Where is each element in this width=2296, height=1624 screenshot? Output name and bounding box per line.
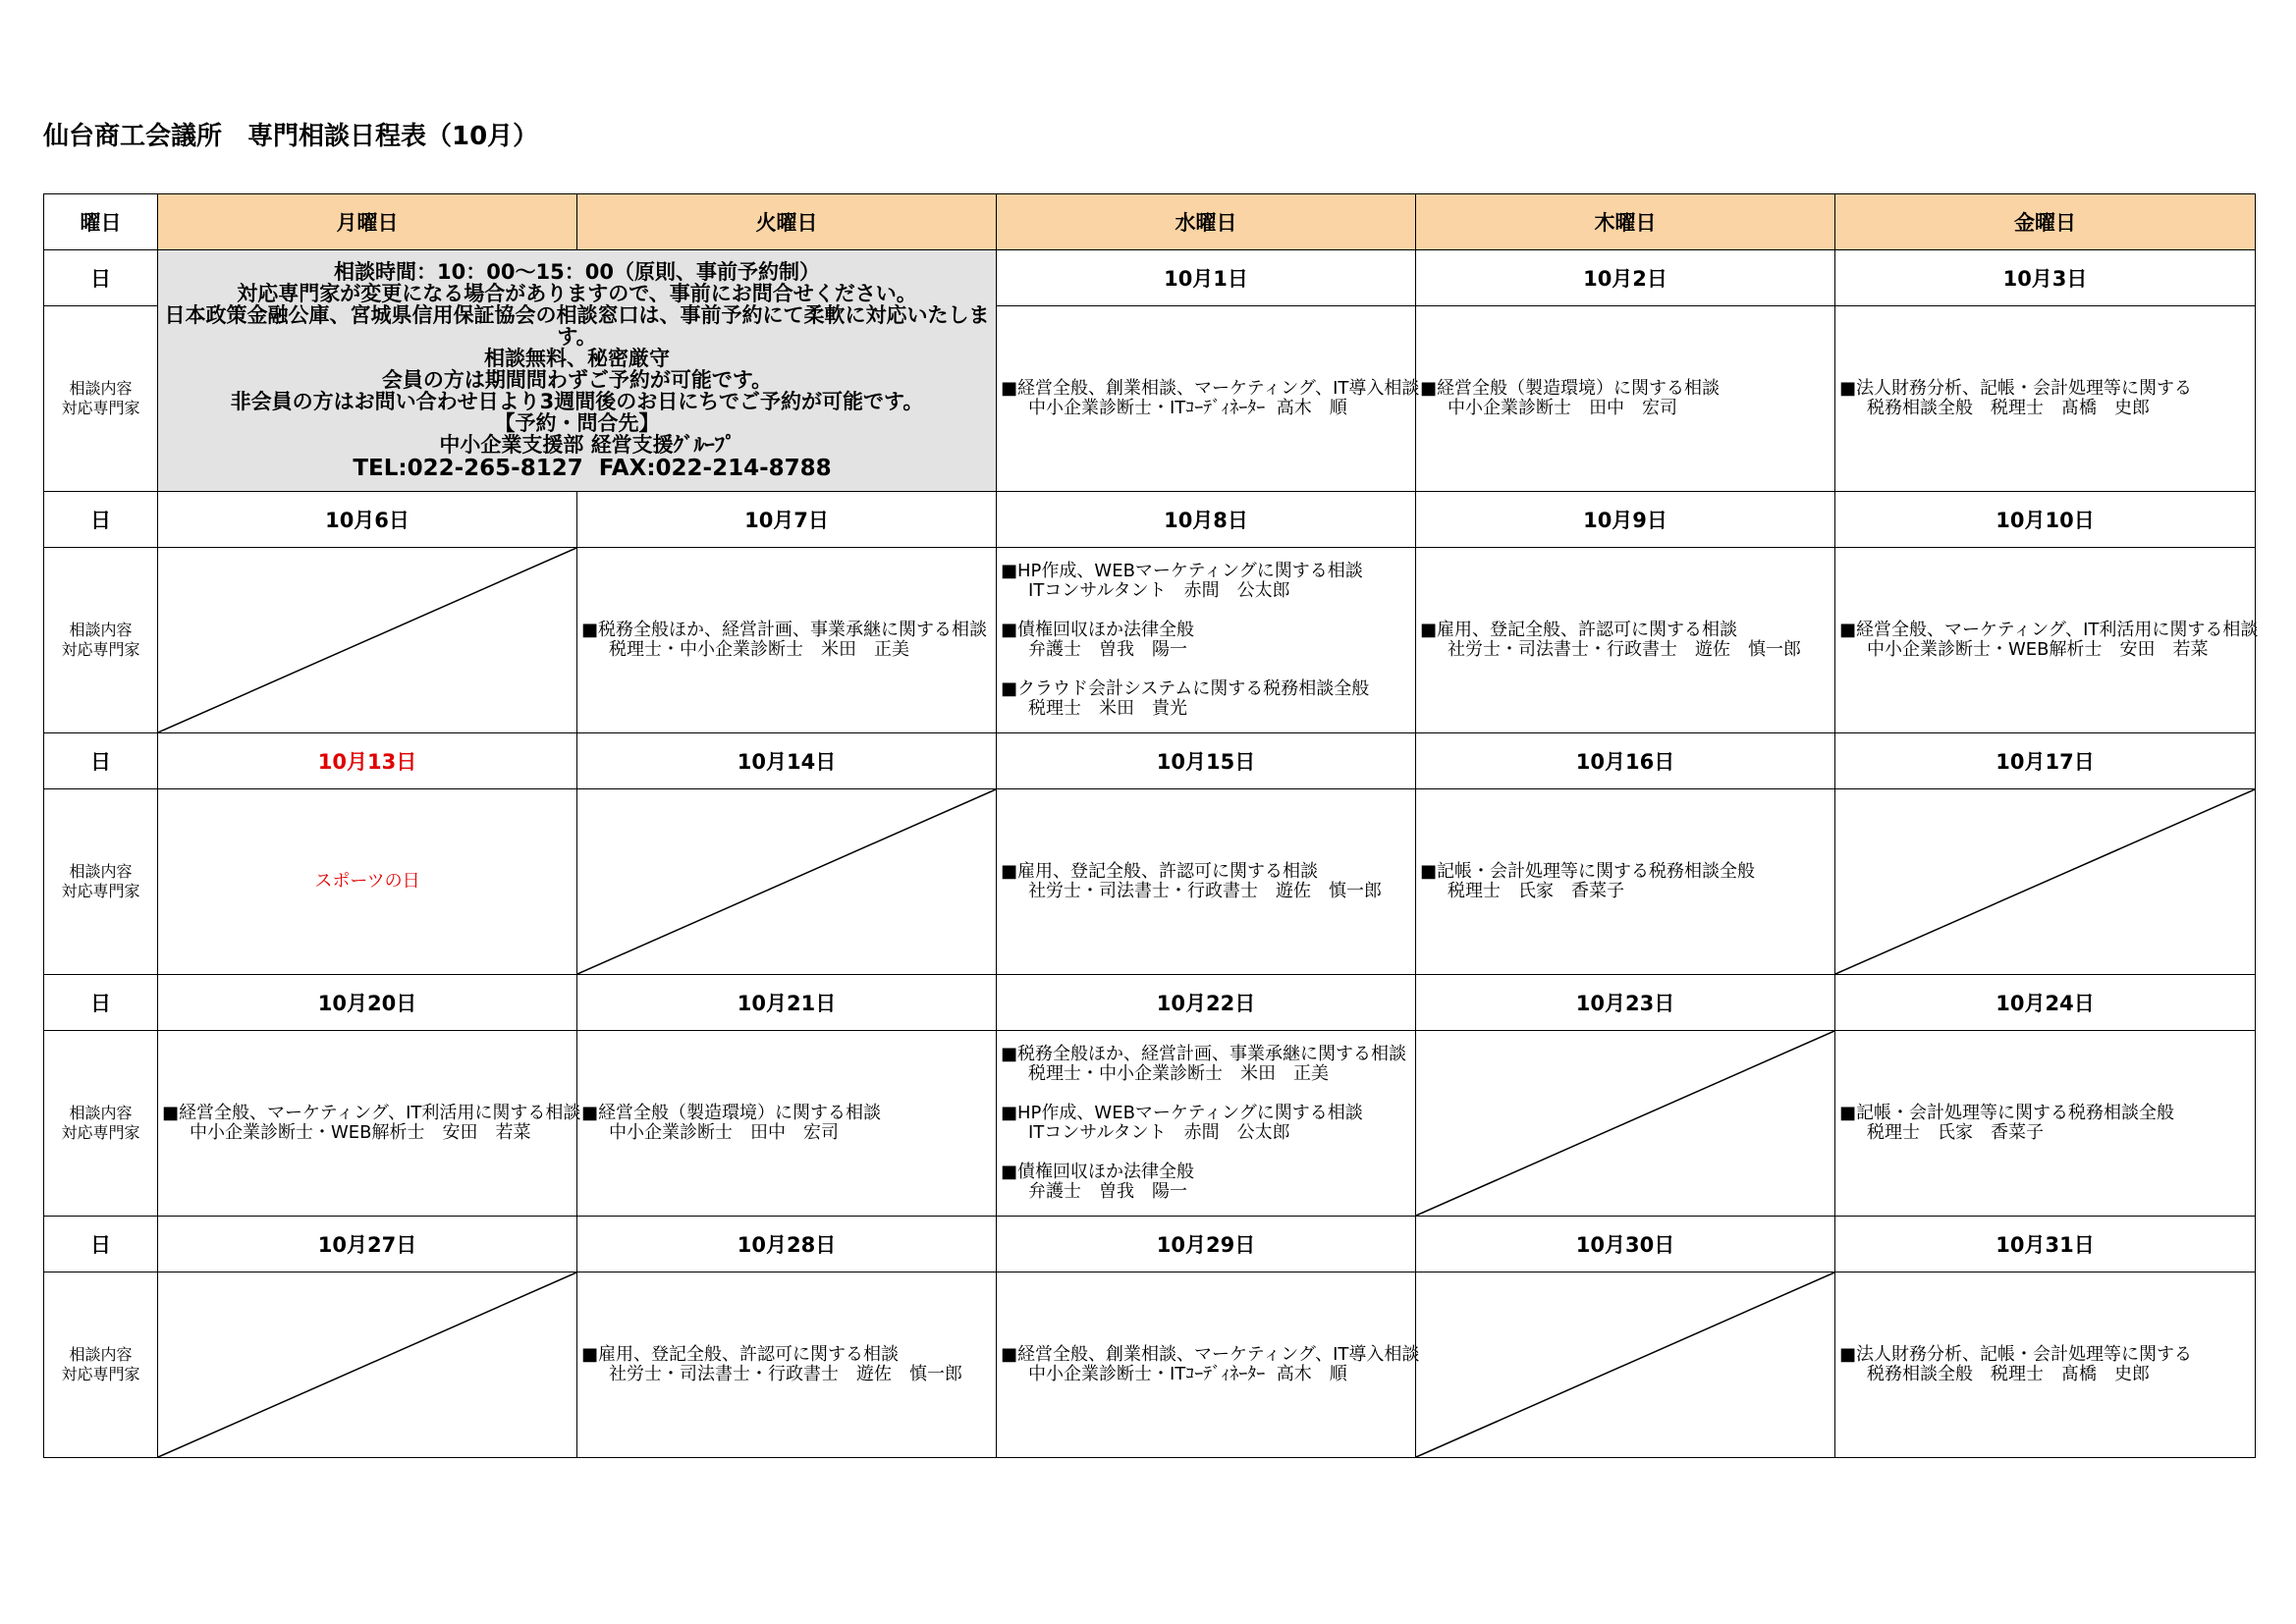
- date-row-label: 日: [44, 492, 158, 548]
- consult-expert: 税理士 氏家 香菜子: [1867, 1122, 2044, 1143]
- date-cell: 10月2日: [1416, 250, 1835, 306]
- header-monday: 月曜日: [158, 194, 577, 250]
- consult-entry: [1835, 1104, 2255, 1143]
- notice-line: 相談時間：10：00～15：00（原則、事前予約制）: [334, 259, 820, 284]
- consult-entry: [1835, 620, 2259, 660]
- content-label-line2: 対応専門家: [61, 1123, 140, 1142]
- header-friday: 金曜日: [1835, 194, 2256, 250]
- date-row: [44, 733, 2256, 789]
- date-cell: 10月9日: [1416, 492, 1835, 548]
- header-thursday: 木曜日: [1416, 194, 1835, 250]
- consult-entry: [997, 1344, 1420, 1384]
- date-cell: 10月3日: [1835, 250, 2256, 306]
- date-cell: 10月31日: [1835, 1217, 2256, 1272]
- content-label-line1: 相談内容: [69, 1104, 133, 1122]
- schedule-table: [43, 193, 2259, 1458]
- date-cell: 10月27日: [158, 1217, 577, 1272]
- consult-topic: ■債権回収ほか法律全般: [1001, 620, 1195, 640]
- date-cell: 10月16日: [1416, 733, 1835, 789]
- consult-expert: 税務相談全般 税理士 髙橋 史郎: [1867, 1364, 2150, 1384]
- consult-cell: [1835, 1031, 2256, 1217]
- notice-line: 【予約・問合先】: [494, 410, 660, 435]
- consult-topic: ■雇用、登記全般、許認可に関する相談: [581, 1344, 900, 1365]
- consult-topic: ■経営全般、マーケティング、IT利活用に関する相談: [162, 1103, 581, 1123]
- no-consult-cell: [577, 789, 997, 975]
- content-label-line1: 相談内容: [69, 1345, 133, 1364]
- consult-cell: [1416, 548, 1835, 733]
- consult-topic: ■税務全般ほか、経営計画、事業承継に関する相談: [581, 620, 988, 640]
- content-row: [44, 548, 2256, 733]
- header-tuesday: 火曜日: [577, 194, 997, 250]
- consult-expert: 税理士 氏家 香菜子: [1448, 881, 1624, 901]
- consult-entry: [997, 378, 1420, 418]
- consult-expert: 税理士・中小企業診断士 米田 正美: [609, 639, 909, 660]
- consult-entry: [997, 862, 1415, 901]
- consult-entry: [1416, 621, 1834, 660]
- notice-line: 相談無料、秘密厳守: [484, 346, 670, 370]
- date-cell: 10月23日: [1416, 975, 1835, 1031]
- date-cell: 10月24日: [1835, 975, 2256, 1031]
- content-row: [44, 1272, 2256, 1458]
- consult-topic: ■クラウド会計システムに関する税務相談全般: [1001, 678, 1370, 699]
- consult-entry: [997, 562, 1415, 601]
- date-row-label: 日: [44, 1217, 158, 1272]
- consult-expert: 中小企業診断士・WEB解析士 安田 若菜: [1867, 639, 2209, 660]
- consult-topic: ■HP作成、WEBマーケティングに関する相談: [1001, 561, 1363, 581]
- consult-entry: [1416, 379, 1834, 418]
- no-consult-cell: [158, 548, 577, 733]
- consult-cell: [577, 548, 997, 733]
- consult-entry: [997, 621, 1415, 660]
- consult-expert: 中小企業診断士・WEB解析士 安田 若菜: [190, 1122, 531, 1143]
- consult-cell: [997, 306, 1420, 492]
- consult-topic: ■雇用、登記全般、許認可に関する相談: [1420, 620, 1738, 640]
- consult-entry: [1835, 1345, 2255, 1384]
- date-row: [44, 492, 2256, 548]
- no-consult-diagonal: [158, 1272, 576, 1457]
- no-consult-diagonal: [1416, 1272, 1834, 1457]
- date-cell: 10月17日: [1835, 733, 2256, 789]
- consult-expert: 社労士・司法書士・行政書士 遊佐 慎一郎: [609, 1364, 962, 1384]
- date-cell: 10月6日: [158, 492, 577, 548]
- holiday-name: スポーツの日: [158, 789, 577, 975]
- consult-entry: [158, 1103, 581, 1143]
- content-label-line1: 相談内容: [69, 862, 133, 881]
- weekday-header-label: 曜日: [44, 194, 158, 250]
- notice-box: [158, 250, 997, 492]
- consult-cell: [1835, 548, 2259, 733]
- consult-entry: [577, 621, 996, 660]
- date-row-label: 日: [44, 733, 158, 789]
- content-label-line2: 対応専門家: [61, 399, 140, 417]
- consult-expert: 税理士・中小企業診断士 米田 正美: [1028, 1063, 1329, 1084]
- date-row: [44, 1217, 2256, 1272]
- no-consult-cell: [158, 1272, 577, 1458]
- consult-topic: ■法人財務分析、記帳・会計処理等に関する: [1839, 1344, 2193, 1365]
- notice-line: TEL:022-265-8127 FAX:022-214-8788: [322, 455, 832, 481]
- no-consult-cell: [1835, 789, 2256, 975]
- consult-cell: [577, 1272, 997, 1458]
- consult-expert: 社労士・司法書士・行政書士 遊佐 慎一郎: [1448, 639, 1801, 660]
- date-cell: 10月15日: [997, 733, 1416, 789]
- notice-line: 非会員の方はお問い合わせ日より3週間後のお日にちでご予約が可能です。: [230, 389, 924, 413]
- consult-entry: [997, 679, 1415, 719]
- consult-expert: ITコンサルタント 赤間 公太郎: [1028, 580, 1290, 601]
- no-consult-cell: [1416, 1031, 1835, 1217]
- page-title: 仙台商工会議所 専門相談日程表（10月）: [43, 122, 539, 151]
- date-cell-holiday: 10月13日: [158, 733, 577, 789]
- content-row-label: [44, 306, 158, 492]
- no-consult-diagonal: [158, 548, 576, 732]
- consult-expert: 中小企業診断士・ITｺｰﾃﾞｨﾈｰﾀｰ 高木 順: [1028, 1364, 1347, 1384]
- consult-entry: [577, 1104, 996, 1143]
- content-label-line2: 対応専門家: [61, 640, 140, 659]
- consult-cell: [1416, 306, 1835, 492]
- consult-expert: 税務相談全般 税理士 髙橋 史郎: [1867, 398, 2150, 418]
- consult-topic: ■経営全般（製造環境）に関する相談: [1420, 378, 1721, 399]
- date-cell: 10月7日: [577, 492, 997, 548]
- no-consult-diagonal: [1416, 1031, 1834, 1216]
- consult-entry: [997, 1163, 1415, 1202]
- date-cell: 10月8日: [997, 492, 1416, 548]
- notice-line: 日本政策金融公庫、宮城県信用保証協会の相談窓口は、事前予約にて柔軟に対応いたしま: [164, 302, 990, 327]
- date-cell: 10月20日: [158, 975, 577, 1031]
- consult-entry: [577, 1345, 996, 1384]
- consult-entry: [997, 1045, 1415, 1084]
- notice-line: す。: [557, 324, 597, 349]
- no-consult-cell: [1416, 1272, 1835, 1458]
- consult-cell: [997, 548, 1416, 733]
- date-cell: 10月30日: [1416, 1217, 1835, 1272]
- consult-entry: [1835, 379, 2255, 418]
- consult-cell: [577, 1031, 997, 1217]
- content-label-line2: 対応専門家: [61, 882, 140, 900]
- consult-expert: 中小企業診断士 田中 宏司: [1448, 398, 1677, 418]
- date-cell: 10月29日: [997, 1217, 1416, 1272]
- consult-cell: [1835, 1272, 2256, 1458]
- date-cell: 10月14日: [577, 733, 997, 789]
- consult-topic: ■HP作成、WEBマーケティングに関する相談: [1001, 1103, 1363, 1123]
- date-cell: 10月28日: [577, 1217, 997, 1272]
- content-row-label: [44, 1031, 158, 1217]
- date-row-label: 日: [44, 250, 158, 306]
- content-label-line1: 相談内容: [69, 379, 133, 398]
- notice-line: 対応専門家が変更になる場合がありますので、事前にお問合せください。: [237, 281, 917, 305]
- no-consult-diagonal: [1835, 789, 2255, 974]
- consult-topic: ■雇用、登記全般、許認可に関する相談: [1001, 861, 1319, 882]
- no-consult-diagonal: [577, 789, 996, 974]
- header-row: [44, 194, 2256, 250]
- consult-cell: [1416, 789, 1835, 975]
- consult-topic: ■税務全般ほか、経営計画、事業承継に関する相談: [1001, 1044, 1407, 1064]
- consult-topic: ■記帳・会計処理等に関する税務相談全般: [1420, 861, 1756, 882]
- content-row: [44, 1031, 2256, 1217]
- content-row-label: [44, 548, 158, 733]
- consult-entry: [1416, 862, 1834, 901]
- consult-entry: [997, 1104, 1415, 1143]
- consult-cell: [997, 789, 1416, 975]
- date-cell: 10月10日: [1835, 492, 2256, 548]
- date-row-label: 日: [44, 975, 158, 1031]
- date-cell: 10月22日: [997, 975, 1416, 1031]
- consult-cell: [158, 1031, 581, 1217]
- consult-topic: ■経営全般、創業相談、マーケティング、IT導入相談: [1001, 1344, 1420, 1365]
- consult-cell: [997, 1272, 1420, 1458]
- consult-expert: 中小企業診断士・ITｺｰﾃﾞｨﾈｰﾀｰ 高木 順: [1028, 398, 1347, 418]
- consult-expert: 弁護士 曽我 陽一: [1028, 639, 1187, 660]
- consult-cell: [1835, 306, 2256, 492]
- content-label-line1: 相談内容: [69, 621, 133, 639]
- consult-cell: [997, 1031, 1416, 1217]
- content-row-label: [44, 789, 158, 975]
- consult-topic: ■記帳・会計処理等に関する税務相談全般: [1839, 1103, 2175, 1123]
- notice-line: 中小企業支援部 経営支援ｸﾞﾙｰﾌﾟ: [418, 432, 736, 457]
- content-row: [44, 789, 2256, 975]
- date-row: [44, 250, 2256, 306]
- consult-expert: 中小企業診断士 田中 宏司: [609, 1122, 839, 1143]
- consult-expert: ITコンサルタント 赤間 公太郎: [1028, 1122, 1290, 1143]
- consult-topic: ■経営全般、マーケティング、IT利活用に関する相談: [1839, 620, 2259, 640]
- date-cell: 10月1日: [997, 250, 1416, 306]
- notice-line: 会員の方は期間問わずご予約が可能です。: [381, 367, 773, 392]
- consult-expert: 社労士・司法書士・行政書士 遊佐 慎一郎: [1028, 881, 1382, 901]
- header-wednesday: 水曜日: [997, 194, 1416, 250]
- consult-topic: ■債権回収ほか法律全般: [1001, 1162, 1195, 1182]
- date-row: [44, 975, 2256, 1031]
- content-row-label: [44, 1272, 158, 1458]
- consult-expert: 税理士 米田 貴光: [1028, 698, 1187, 719]
- consult-topic: ■経営全般、創業相談、マーケティング、IT導入相談: [1001, 378, 1420, 399]
- consult-topic: ■法人財務分析、記帳・会計処理等に関する: [1839, 378, 2193, 399]
- consult-expert: 弁護士 曽我 陽一: [1028, 1181, 1187, 1202]
- date-cell: 10月21日: [577, 975, 997, 1031]
- consult-topic: ■経営全般（製造環境）に関する相談: [581, 1103, 882, 1123]
- content-label-line2: 対応専門家: [61, 1365, 140, 1383]
